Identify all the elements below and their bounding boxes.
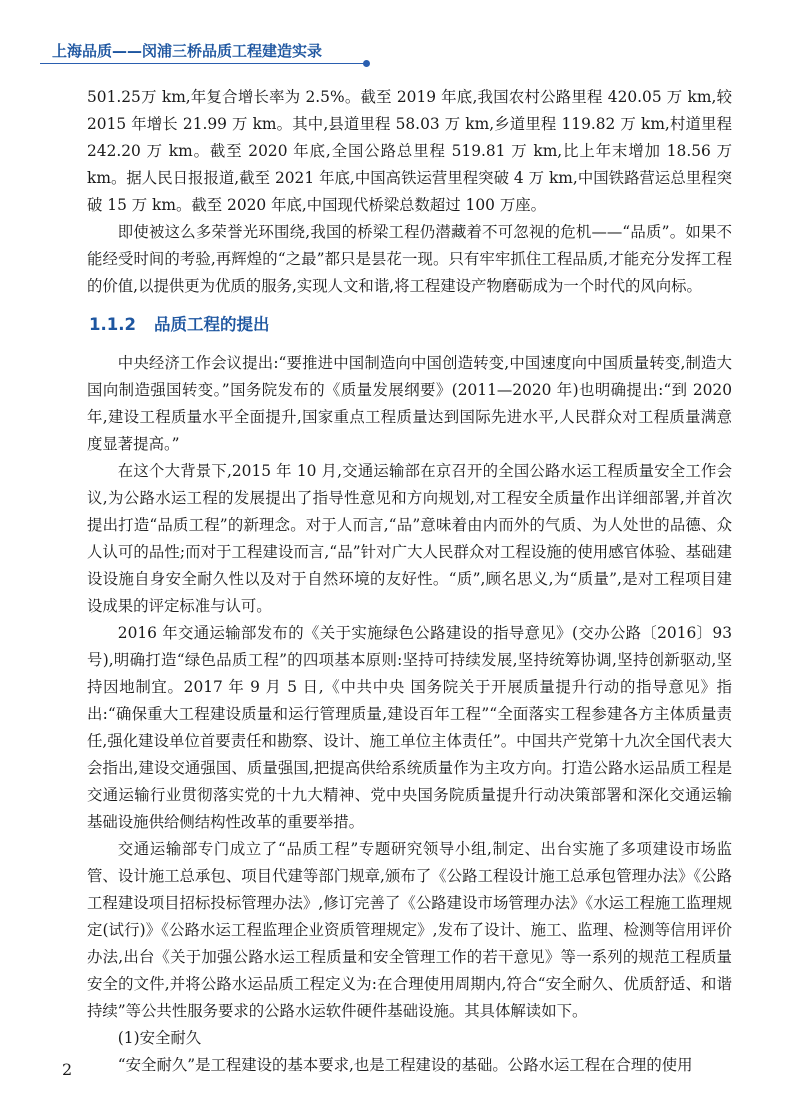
paragraph: “安全耐久”是工程建设的基本要求,也是工程建设的基础。公路水运工程在合理的使用 bbox=[117, 1056, 693, 1074]
running-header bbox=[0, 36, 420, 66]
section-number: 1.1.2 bbox=[89, 315, 136, 334]
header-rule bbox=[40, 63, 365, 64]
page-body bbox=[87, 84, 732, 1079]
list-subheading: (1)安全耐久 bbox=[117, 1029, 202, 1047]
section-heading bbox=[87, 309, 732, 341]
paragraph: 2016 年交通运输部发布的《关于实施绿色公路建设的指导意见》(交办公路〔2016〕93号),明确打造“绿色品质工程”的四项基本原则:坚持可持续发展,坚持统筹协调,坚持创新驱动,坚持因地制宜。2017 年 9 月 5 日,《中共中央 国务院关于开展质量提升行动的指导意见》指出:“确保重大工程建设质量和运行管理质量,建设百年工程”“全面落实工程参建各方主体质量责任,强化建设单位首要责任和勘察、设计、施工单位主体责任”。中国共产党第十九次全国代表大会指出,建设交通强国、质量强国,把提高供给系统质量作为主攻方向。打造公路水运品质工程是交通运输行业贯彻落实党的十九大精神、党中央国务院质量提升行动决策部署和深化交通运输基础设施供给侧结构性改革的重要举措。 bbox=[87, 624, 732, 831]
paragraph: 中央经济工作会议提出:“要推进中国制造向中国创造转变,中国速度向中国质量转变,制造大国向制造强国转变。”国务院发布的《质量发展纲要》(2011—2020 年)也明确提出:“到 2020 年,建设工程质量水平全面提升,国家重点工程质量达到国际先进水平,人民群众对工程质量满意度显著提高。” bbox=[87, 354, 732, 453]
paragraph: 交通运输部专门成立了“品质工程”专题研究领导小组,制定、出台实施了多项建设市场监管、设计施工总承包、项目代建等部门规章,颁布了《公路工程设计施工总承包管理办法》《公路工程建设项目招标投标管理办法》,修订完善了《公路建设市场管理办法》《水运工程施工监理规定(试行)》《公路水运工程监理企业资质管理规定》,发布了设计、施工、监理、检测等信用评价办法,出台《关于加强公路水运工程质量和安全管理工作的若干意见》等一系列的规范工程质量安全的文件,并将公路水运品质工程定义为:在合理使用周期内,符合“安全耐久、优质舒适、和谐持续”等公共性服务要求的公路水运软件硬件基础设施。其具体解读如下。 bbox=[87, 840, 732, 1020]
paragraph-continued: 501.25万 km,年复合增长率为 2.5%。截至 2019 年底,我国农村公路里程 420.05 万 km,较 2015 年增长 21.99 万 km。其中,县道里程 58.03 万 km,乡道里程 119.82 万 km,村道里程 242.20 万 km。截至 2020 年底,全国公路总里程 519.81 万 km,比上年末增加 18.56 万 km。据人民日报报道,截至 2021 年底,中国高铁运营里程突破 4 万 km,中国铁路营运总里程突破 15 万 km。截至 2020 年底,中国现代桥梁总数超过 100 万座。 bbox=[87, 88, 732, 214]
page-number: 2 bbox=[62, 1060, 73, 1079]
header-rule-dot bbox=[363, 60, 370, 67]
paragraph: 即使被这么多荣誉光环围绕,我国的桥梁工程仍潜藏着不可忽视的危机——“品质”。如果不能经受时间的考验,再辉煌的“之最”都只是昙花一现。只有牢牢抓住工程品质,才能充分发挥工程的价值,以提供更为优质的服务,实现人文和谐,将工程建设产物磨砺成为一个时代的风向标。 bbox=[87, 223, 732, 295]
section-title: 品质工程的提出 bbox=[153, 315, 270, 334]
header-title: 上海品质——闵浦三桥品质工程建造实录 bbox=[52, 42, 323, 60]
paragraph: 在这个大背景下,2015 年 10 月,交通运输部在京召开的全国公路水运工程质量安全工作会议,为公路水运工程的发展提出了指导性意见和方向规划,对工程安全质量作出详细部署,并首次提出打造“品质工程”的新理念。对于人而言,“品”意味着由内而外的气质、为人处世的品德、众人认可的品性;而对于工程建设而言,“品”针对广大人民群众对工程设施的使用感官体验、基础建设设施自身安全耐久性以及对于自然环境的友好性。“质”,顾名思义,为“质量”,是对工程项目建设成果的评定标准与认可。 bbox=[87, 462, 732, 615]
